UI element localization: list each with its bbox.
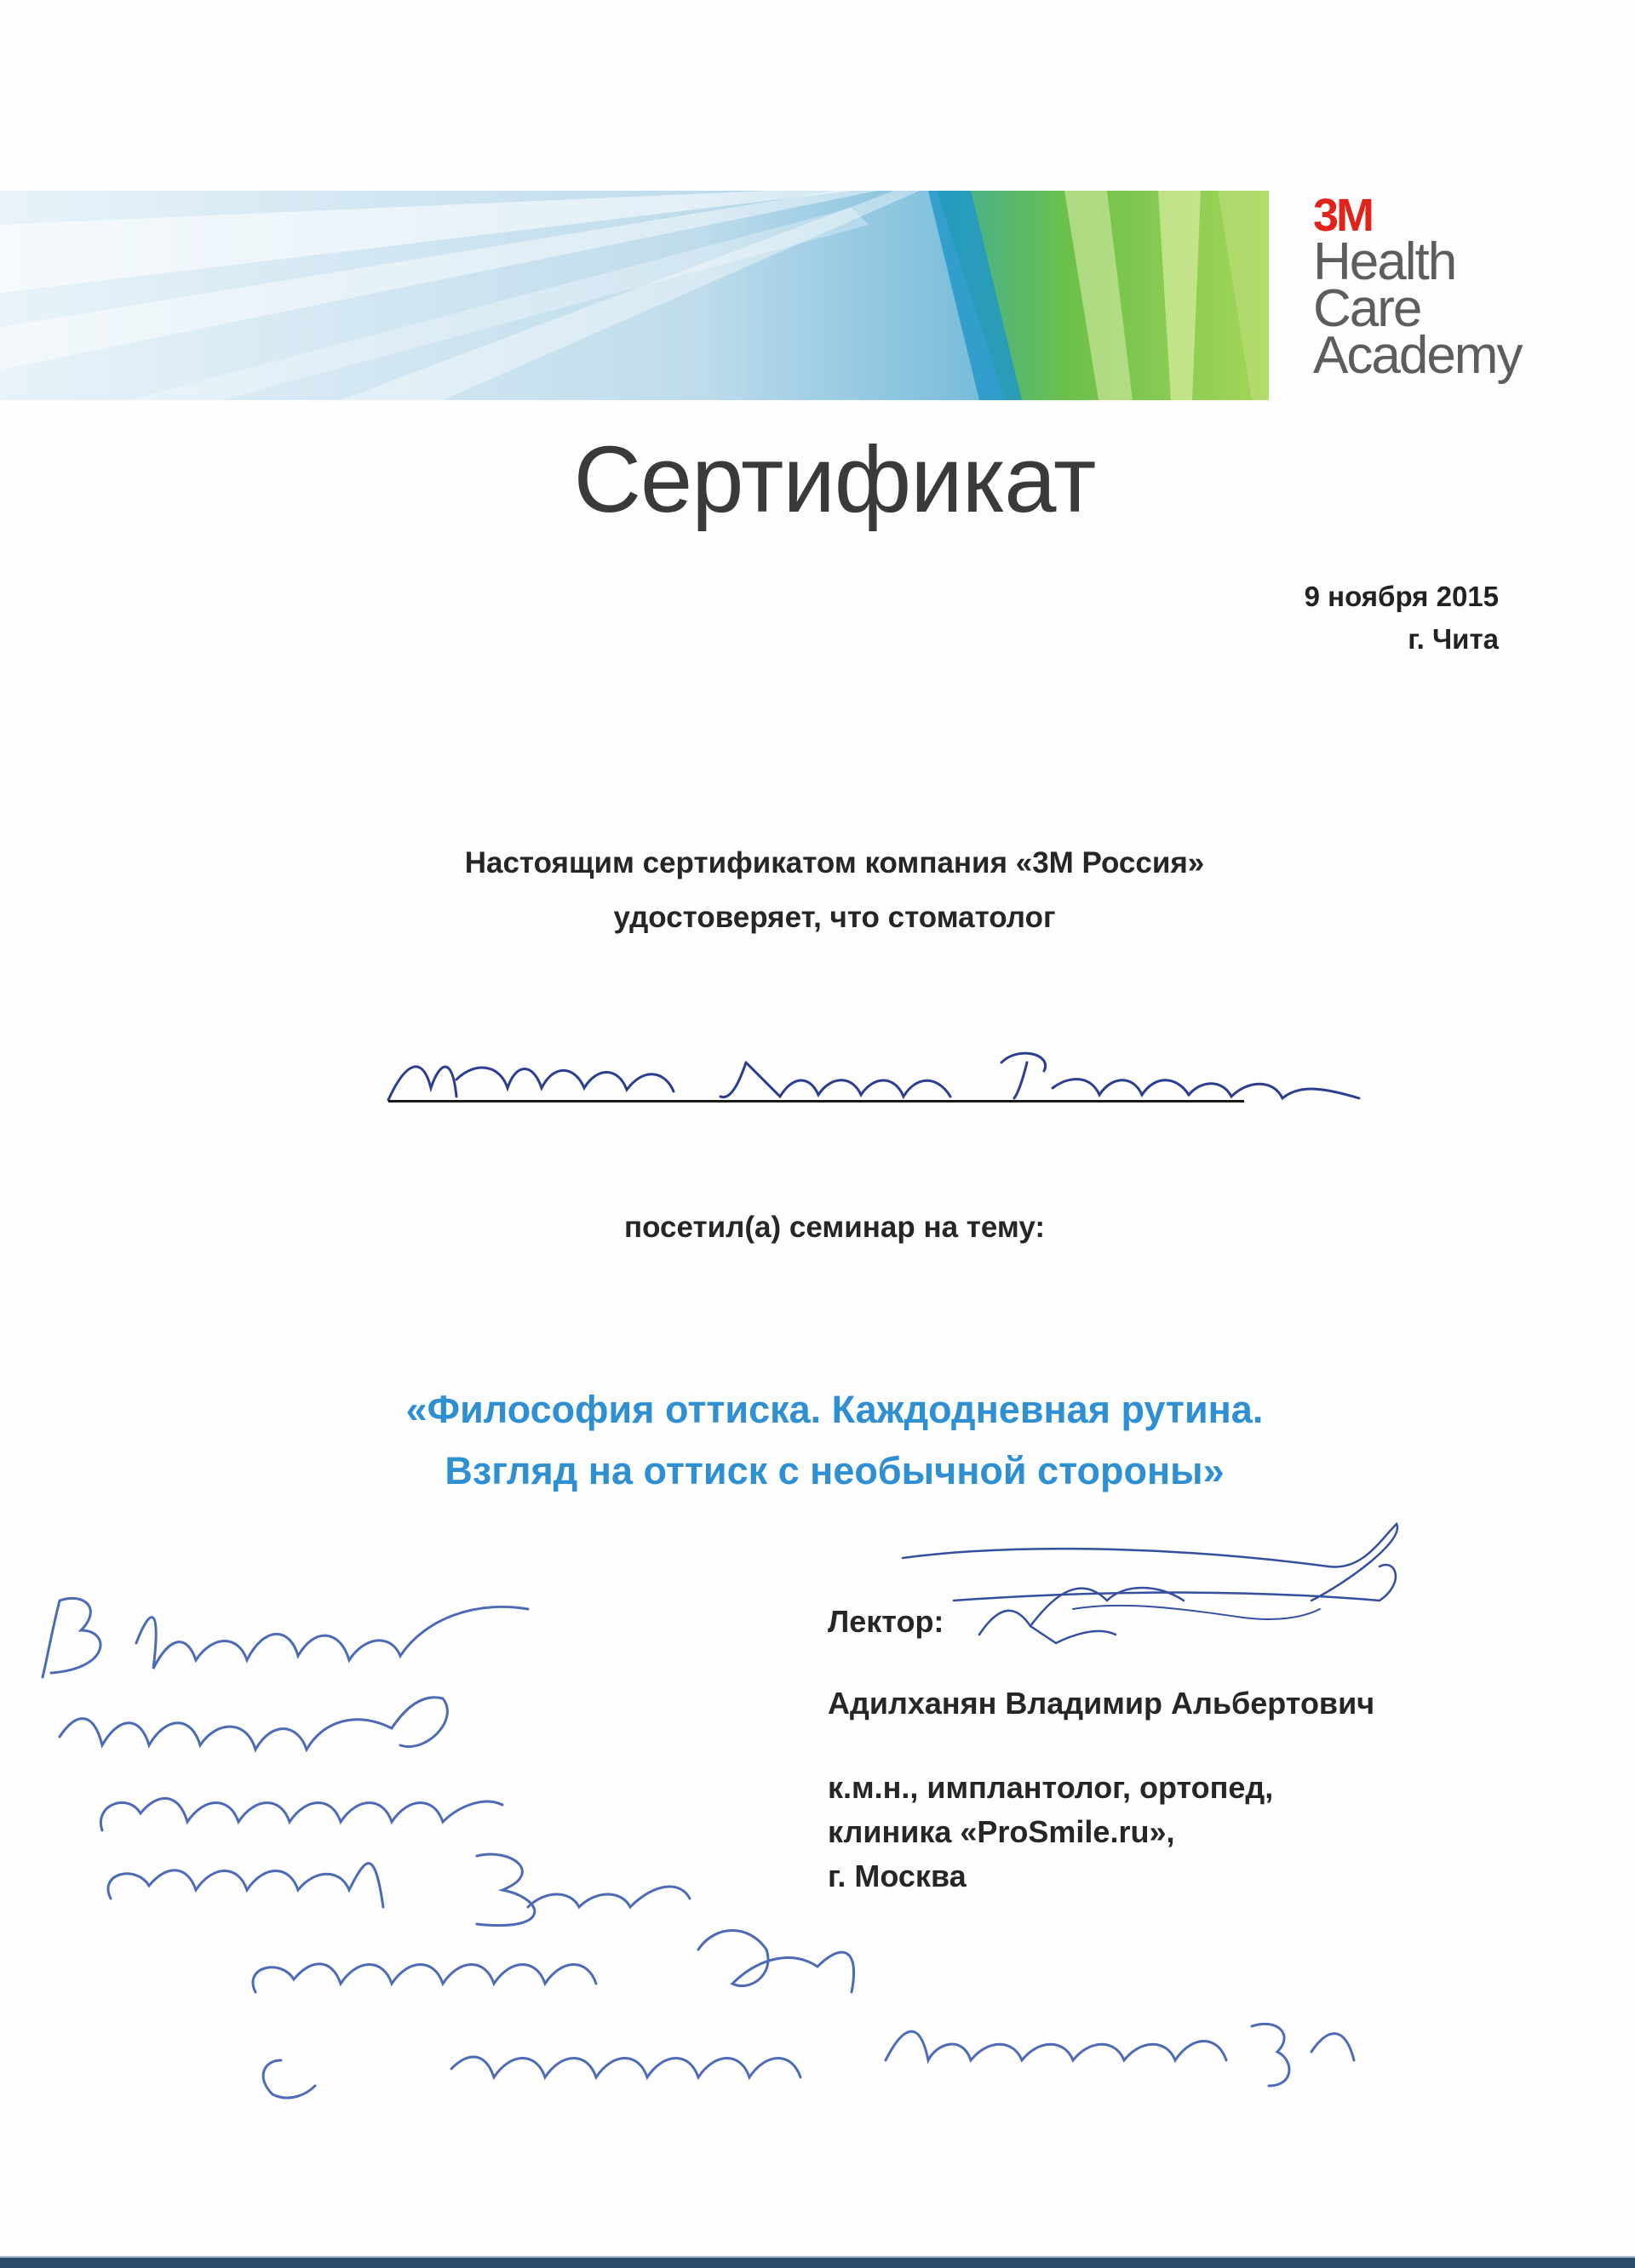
handwritten-note-transcription [26, 1592, 792, 1612]
lecturer-credentials: к.м.н., имплантолог, ортопед, [828, 1770, 1274, 1805]
banner-graphic [0, 191, 1269, 400]
3m-health-care-academy-logo [1313, 190, 1620, 385]
issue-city: г. Чита [1408, 623, 1499, 655]
date-location [1305, 576, 1499, 661]
logo-care: Care [1313, 279, 1421, 338]
logo-health: Health [1313, 232, 1456, 291]
lecturer-label: Лектор: [828, 1604, 944, 1639]
name-underline [388, 1100, 1244, 1102]
header-banner [0, 191, 1269, 400]
recipient-name-text: Молчанова Людмила Николаевна [371, 1017, 586, 1032]
intro-line-2: удостоверяет, что стоматолог [613, 901, 1056, 934]
topic-line-2: Взгляд на оттиск с необычной стороны» [445, 1449, 1225, 1492]
certificate-intro [0, 836, 1635, 945]
recipient-name-handwriting [371, 1017, 1376, 1131]
lecturer-name: Адилханян Владимир Альбертович [828, 1686, 1375, 1721]
visited-seminar-label: посетил(а) семинар на тему: [623, 1211, 1046, 1244]
bottom-edge [0, 2258, 1635, 2268]
topic-line-1: «Философия оттиска. Каждодневная рутина. [405, 1388, 1264, 1431]
lecturer-clinic: клиника «ProSmile.ru», [828, 1814, 1175, 1849]
seminar-topic [0, 1379, 1635, 1502]
handwritten-dedication [0, 1549, 1448, 2162]
certificate-title: Сертификат [573, 427, 1096, 532]
issue-date: 9 ноября 2015 [1304, 581, 1499, 612]
3m-logo-mark: 3M [1313, 190, 1373, 241]
logo-academy: Academy [1313, 326, 1522, 385]
lecturer-city: г. Москва [828, 1858, 967, 1893]
intro-line-1: Настоящим сертификатом компания «3M Россия» [464, 846, 1205, 879]
